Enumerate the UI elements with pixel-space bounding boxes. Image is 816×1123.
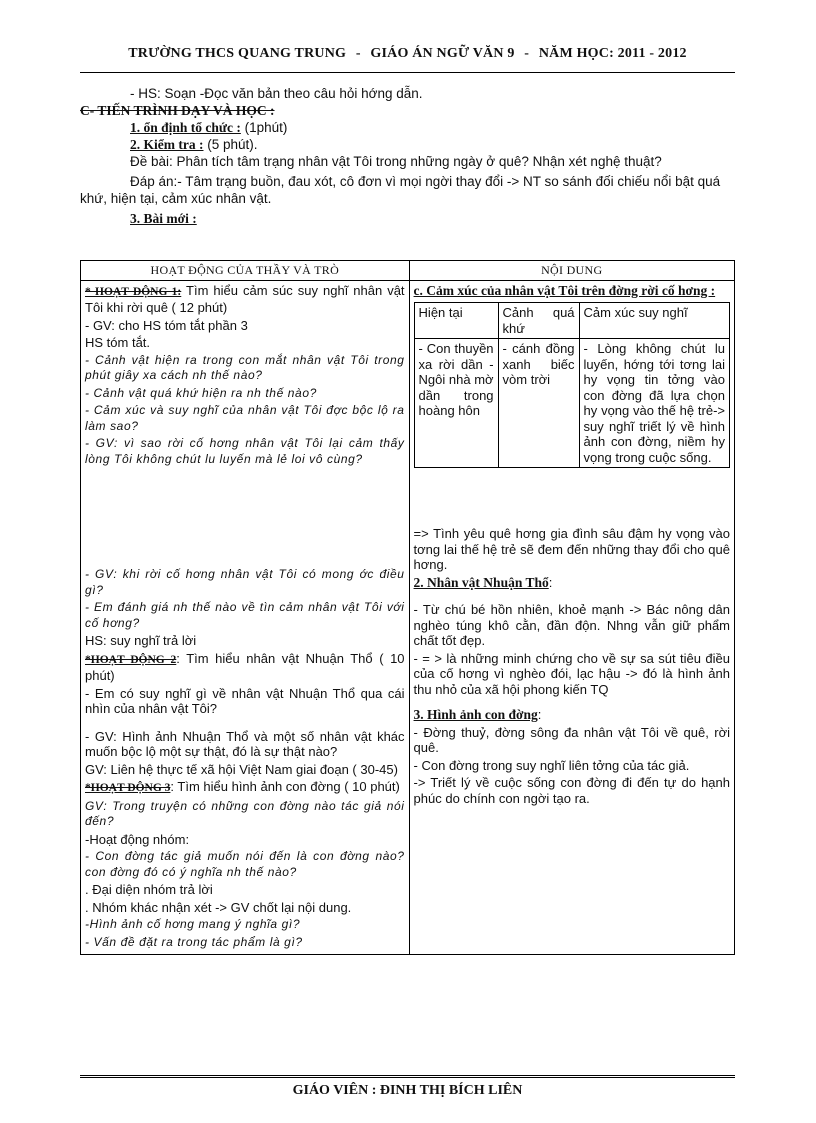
activities-column [81,280,410,955]
activity1-label: * HOẠT ĐỘNG 1: [85,285,182,298]
emotion-table [414,302,730,468]
question-10: - Vấn đề đặt ra trong tác phẩm là gì? [85,934,303,949]
question-6: - Em đánh giá nh thế nào về tìn cảm nhân vật Tôi với cố hơng? [85,600,405,630]
cell-past-scene: - cánh đồng xanh biếc vòm trời [498,339,579,468]
document-title: GIÁO ÁN NGỮ VĂN 9 [370,46,515,61]
exam-answer: Đáp án:- Tâm trạng buồn, đau xót, cô đơn vì mọi ngời thay đổi -> NT so sánh đối chiếu nổi bật quá khứ, hiện tại, cảm xúc nhân vật. [80,174,721,206]
step3 [80,210,735,227]
step3-label: 3. Bài mới : [130,211,197,226]
cell-present: - Con thuyền xa rời dần - Ngôi nhà mờ dần trong hoàng hôn [414,339,498,468]
table-header-content: NỘI DUNG [409,261,734,281]
school-year: NĂM HỌC: 2011 - 2012 [538,46,687,61]
question-1: - Cảnh vật hiện ra trong con mắt nhân vật Tôi trong phút giây xa cách nh thế nào? [85,352,405,382]
section-3-title: 3. Hình ảnh con đờng [413,707,538,722]
exam-question: Đề bài: Phân tích tâm trạng nhân vật Tôi trong những ngày ở quê? Nhận xét nghệ thuật? [130,154,662,169]
left-line-4: - GV: Hình ảnh Nhuận Thổ và một số nhân vật khác muốn bộc lộ một sự thật, đó là sự thật nào? [85,728,405,759]
question-4: - GV: vì sao rời cố hơng nhân vật Tôi lại cảm thấy lòng Tôi không chút lu luyến mà lẻ loi vô cùng? [85,436,405,466]
left-line-2: HS tóm tắt. [85,335,151,350]
table-header-activities: HOẠT ĐỘNG CỦA THẦY VÀ TRÒ [81,261,410,281]
step1-label: 1. ổn định tổ chức : [130,120,241,135]
section-c-title: c. Cảm xúc của nhân vật Tôi trên đờng rời cố hơng : [413,282,716,298]
section-3-colon: : [537,707,542,722]
content-paragraph-5: - Con đờng trong suy nghĩ liên tởng của tác giả. [413,757,690,773]
question-2: - Cảnh vật quá khứ hiện ra nh thế nào? [85,385,317,400]
intro-section [80,85,735,227]
question-5: - GV: khi rời cố hơng nhân vật Tôi có mong ớc điều gì? [85,567,405,597]
left-line-5: GV: Liên hệ thực tế xã hội Việt Nam giai đoạn ( 30-45) [85,761,398,777]
question-9: -Hình ảnh cố hơng mang ý nghĩa gì? [85,917,301,931]
left-line-7: . Đại diện nhóm trả lời [85,882,213,897]
cell-emotion: - Lòng không chút lu luyến, hớng tới tơng lai hy vọng tin tởng vào con đờng đã lựa chọn hy vọng vào thế hệ trẻ-> suy nghĩ triết lý về hình ảnh con đờng, niềm hy vọng trong cuộc sống. [579,339,729,468]
section-2-colon: : [548,574,553,590]
question-3: - Cảm xúc và suy nghĩ của nhân vật Tôi đợc bộc lộ ra làm sao? [85,403,405,433]
page-footer: GIÁO VIÊN : ĐINH THỊ BÍCH LIÊN [292,1083,523,1098]
activity1-text: Tìm hiểu cảm súc suy nghĩ nhân vật Tôi khi rời quê ( 12 phút) [85,282,405,315]
step1 [80,119,735,136]
section-c-heading: C- TIẾN TRÌNH DẠY VÀ HỌC : [80,103,275,118]
content-paragraph-1: => Tình yêu quê hơng gia đình sâu đậm hy vọng vào tơng lai thế hệ trẻ sẽ đem đến những thay đổi cho quê hơng. [413,526,730,572]
content-column [409,280,734,955]
step2-time: (5 phút). [207,137,258,152]
activity3-text: : Tìm hiểu hình ảnh con đờng ( 10 phút) [170,779,400,794]
left-line-3: - Em có suy nghĩ gì về nhân vật Nhuận Thổ qua cái nhìn của nhân vật Tôi? [85,685,405,716]
step2-label: 2. Kiểm tra : [130,137,204,152]
hs-answer-line: HS: suy nghĩ trả lời [85,633,197,648]
activity3-label: *HOẠT ĐỘNG 3 [85,782,171,794]
step2 [80,136,735,153]
activity2-label: *HOẠT ĐỘNG 2 [85,653,177,666]
content-paragraph-2: - Từ chú bé hồn nhiên, khoẻ mạnh -> Bác nông dân nghèo túng khô cằn, đần độn. Nhng vẫn giữ phẩm chất tốt đẹp. [413,602,730,648]
left-line-8: . Nhóm khác nhận xét -> GV chốt lại nội dung. [85,899,352,915]
section-2-title: 2. Nhân vật Nhuận Thổ [413,574,549,590]
footer-rule [80,1075,735,1078]
left-line-1: - GV: cho HS tóm tắt phần 3 [85,317,248,333]
hs-preparation: - HS: Soạn -Đọc văn bản theo câu hỏi hớng dẫn. [130,86,423,101]
left-line-6: -Hoạt động nhóm: [85,831,190,847]
page-header: TRƯỜNG THCS QUANG TRUNG - GIÁO ÁN NGỮ VĂN 9 - NĂM HỌC: 2011 - 2012 [128,46,687,61]
col-past-scene: Cảnh quá khứ [498,303,579,339]
col-emotion: Cảm xúc suy nghĩ [579,303,729,339]
activity2-text: : Tìm hiểu nhân vật Nhuận Thổ ( 10 phút) [85,650,405,683]
lesson-table [80,260,735,955]
question-7: GV: Trong truyện có những con đờng nào tác giả nói đến? [85,798,405,828]
school-name: TRƯỜNG THCS QUANG TRUNG [128,46,347,61]
content-paragraph-4: - Đờng thuỷ, đờng sông đa nhân vật Tôi về quê, rời quê. [413,724,730,755]
content-paragraph-3: - = > là những minh chứng cho về sự sa sút tiêu điều của cố hơng vì nghèo đói, lạc hậu -> đó là hình ảnh thu nhỏ của xã hội phong kiến TQ [413,650,730,697]
content-paragraph-6: -> Triết lý về cuộc sống con đờng đi đến tự do hạnh phúc do chính con ngời tạo ra. [413,775,730,806]
step1-time: (1phút) [244,120,288,135]
header-rule [80,72,735,73]
col-present: Hiện tại [414,303,498,339]
spacer [85,469,405,567]
question-8: - Con đờng tác giả muốn nói đến là con đờng nào? con đờng đó có ý nghĩa nh thế nào? [85,849,405,879]
